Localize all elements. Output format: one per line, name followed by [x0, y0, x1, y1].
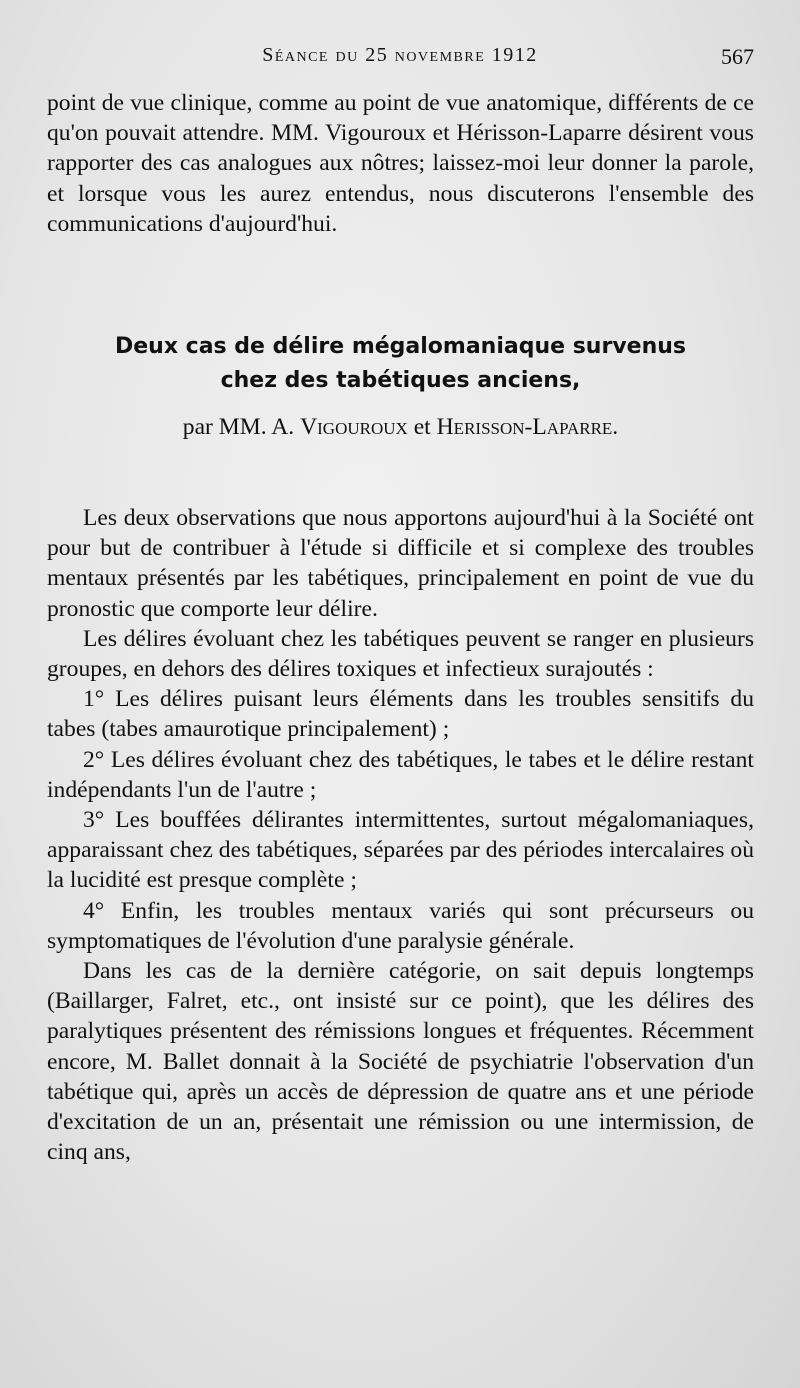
- article-authors: [47, 412, 754, 442]
- list-item: 4° Enfin, les troubles mentaux variés qui sont précurseurs ou symptomatiques de l'évolution d'une paralysie générale.: [47, 897, 754, 954]
- page-header: [0, 44, 800, 74]
- paragraph: Les délires évoluant chez les tabétiques peuvent se ranger en plusieurs groupes, en dehors des délires toxiques et infectieux surajoutés :: [47, 625, 754, 683]
- list-item: 1° Les délires puisant leurs éléments dans les troubles sensitifs du tabes (tabes amaurotique principalement) ;: [47, 686, 754, 743]
- running-head: Séance du 25 novembre 1912: [262, 44, 538, 66]
- author-name: Herisson-Laparre.: [436, 414, 619, 440]
- authors-conjunction: et: [413, 414, 431, 440]
- article-heading: [47, 330, 754, 442]
- paragraph: Les deux observations que nous apportons aujourd'hui à la Société ont pour but de contribuer à l'étude si difficile et si complexe des troubles mentaux présentés par les tabétiques, principalement en point de vue du pronostic que comporte leur délire.: [47, 505, 754, 622]
- list-item: 3° Les bouffées délirantes intermittentes, surtout mégalomaniaques, apparaissant chez des tabétiques, séparées par des périodes intercalaires où la lucidité est presque complète ;: [47, 807, 754, 894]
- opening-paragraph: point de vue clinique, comme au point de vue anatomique, différents de ce qu'on pouvait attendre. MM. Vigouroux et Hérisson-Laparre désirent vous rapporter des cas analogues aux nôtres; laissez-moi leur donner la parole, et lorsque vous les aurez entendus, nous discuterons l'ensemble des communications d'aujourd'hui.: [47, 90, 754, 237]
- page-number: 567: [721, 44, 754, 69]
- article-body: [47, 503, 754, 1167]
- author-name: Vigouroux: [300, 414, 408, 440]
- paragraph: Dans les cas de la dernière catégorie, on sait depuis longtemps (Baillarger, Falret, etc., ont insisté sur ce point), que les délires des paralytiques présentent des rémissions longues et fréquentes. Récemment encore, M. Ballet donnait à la Société de psychiatrie l'observation d'un tabétique qui, après un accès de dépression de quatre ans et une période d'excitation de un an, présentait une rémission ou une intermission, de cinq ans,: [47, 958, 754, 1166]
- article-title-line-1: Deux cas de délire mégalomaniaque survenus: [114, 334, 687, 359]
- authors-prefix: par MM. A.: [182, 414, 295, 440]
- list-item: 2° Les délires évoluant chez des tabétiques, le tabes et le délire restant indépendants l'un de l'autre ;: [47, 746, 754, 803]
- opening-paragraph-block: [47, 88, 754, 239]
- article-title-line-2: chez des tabétiques anciens,: [220, 368, 581, 393]
